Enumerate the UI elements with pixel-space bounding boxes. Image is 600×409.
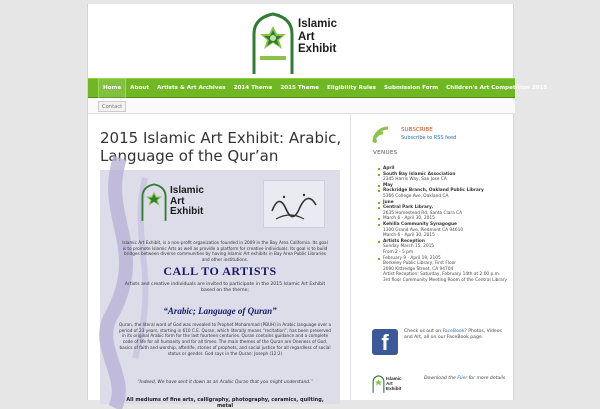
mini-logo-exhibit: Exhibit — [386, 386, 402, 391]
list-item: Rockridge Branch, Oakland Public Library 5366 College Ave, Oakland CA — [378, 188, 512, 199]
nav-eligibility-rules[interactable]: Eligibility Rules — [327, 85, 376, 91]
call-to-artists-poster[interactable] — [100, 170, 340, 409]
logo-line-islamic: Islamic — [298, 18, 337, 30]
site-logo-text — [298, 18, 337, 56]
poster-logo-art: Art — [170, 195, 185, 207]
subscribe-title: SUBSCRIBE — [401, 127, 433, 133]
sub-nav — [88, 99, 515, 114]
mini-logo-islamic: Islamic — [386, 376, 402, 381]
post-title[interactable]: 2015 Islamic Art Exhibit: Arabic, Language of the Qur’an — [100, 129, 342, 165]
nav-childrens-art[interactable]: Children's Art Competition 2015 — [446, 85, 548, 91]
nav-2015-theme[interactable]: 2015 Theme — [280, 85, 320, 91]
poster-logo-text — [170, 186, 204, 218]
poster-theme: “Arabic; Language of Quran” — [163, 306, 277, 316]
nav-about[interactable]: About — [130, 85, 149, 91]
list-item: April — [378, 166, 512, 172]
arabic-calligraphy-image — [263, 180, 325, 228]
mini-logo-art: Art — [386, 381, 393, 386]
poster-media: All mediums of fine arts, calligraphy, photography, ceramics, quilting, metal — [126, 397, 324, 409]
poster-logo-islamic: Islamic — [170, 185, 204, 196]
flyer-link[interactable]: Flier — [457, 376, 468, 381]
poster-quote: “Indeed, We have sent it down as an Arabic Quran that you might understand.” — [137, 380, 313, 385]
logo-line-art: Art — [298, 30, 315, 43]
sidebar — [352, 114, 515, 400]
flyer-text-after: for more details — [467, 376, 506, 381]
list-item: Artists Reception Sunday March 15, 2015 From 2 - 5 pm — [378, 239, 512, 256]
fb-text-before: Check us out on — [404, 329, 443, 334]
mini-logo-text — [386, 376, 402, 391]
list-item: Central Park Library, 2635 Homestead Rd, Santa Clara CA — [378, 205, 512, 216]
flyer-logo[interactable] — [372, 374, 408, 400]
list-item: March 6 - April 30, 2015 — [378, 216, 512, 222]
nav-artists-archives[interactable]: Artists & Art Archives — [157, 85, 226, 91]
flyer-text-before: Download the — [424, 376, 458, 381]
rss-feed-icon[interactable] — [372, 126, 392, 144]
subnav-contact[interactable]: Contact — [98, 101, 126, 112]
subscribe-rss-link[interactable]: Subscribe to RSS feed — [401, 135, 457, 141]
list-item: June — [378, 200, 512, 206]
site-logo[interactable] — [250, 12, 360, 78]
fb-text-after: ? Photos, Videos and Art, all on our FaceBook page. — [404, 329, 502, 341]
poster-logo-exhibit: Exhibit — [170, 206, 204, 217]
facebook-icon[interactable]: f — [372, 329, 398, 355]
page-wrapper — [87, 4, 548, 409]
poster-logo — [140, 180, 212, 232]
logo-line-exhibit: Exhibit — [298, 43, 337, 55]
poster-star-dome-icon — [140, 180, 168, 224]
nav-2014-theme[interactable]: 2014 Theme — [233, 85, 273, 91]
nav-home[interactable]: Home — [98, 78, 126, 98]
list-item: South Bay Islamic Association 2345 Harris Way, San Jose CA — [378, 172, 512, 183]
main-content — [88, 114, 351, 409]
poster-body: Quran, the literal word of God was revealed to Prophet Mohammad (PBUH) in Arabic language over a period of 23 years, starting in 610 C.E. Quran, which literally means “recitation”, has been preserved in its original Arabic form for the last fourteen centuries. Quran contains guidance and a complete code of life for all humanity and for all times. The main themes of the Quran are Oneness of God, basics of faith and worship, afterlife, stories of prophets, and social justice for all regardless of social status or gender. God says in the Quran: Joseph (12:2) — [118, 322, 332, 356]
nav-submission-form[interactable]: Submission Form — [383, 85, 439, 91]
venues-list — [378, 166, 512, 283]
venues-heading: VENUES — [373, 150, 398, 156]
list-item: Kehilla Community Synagogue 1300 Grand Ave, Piedmont CA 94610 March 6 - April 30, 2015 — [378, 222, 512, 239]
flyer-download — [424, 376, 505, 381]
poster-intro: Islamic Art Exhibit, is a non-profit organization founded in 2009 in the Bay Area California. Its goal is to promote Islamic Arts as well as provide a platform for creative individuals. Its goal is to build bridges between diverse communities by having Islamic Art exhibits in Bay Area Public Libraries and other institutions. — [122, 240, 328, 262]
star-dome-logo-icon — [250, 12, 296, 74]
list-item: February 9 - April 19, 2105 Berkeley Public Library, First Floor 2090 Kittredge Street, CA 94704 Artist Reception: Saturday, February 14th at 2:00 p.m. 3rd floor Community Meeting Room of the Central Library — [378, 256, 512, 284]
poster-invite: Artists and creative individuals are invited to participate in the 2015 Islamic Art Exhibit based on the theme; — [124, 282, 326, 293]
mini-star-dome-icon — [372, 374, 385, 394]
list-item: May — [378, 183, 512, 189]
arabic-script-icon — [264, 181, 324, 227]
main-nav — [88, 78, 548, 98]
facebook-promo — [404, 329, 509, 342]
facebook-link[interactable]: FaceBook — [442, 329, 465, 334]
site-header — [88, 4, 513, 78]
poster-call-heading: CALL TO ARTISTS — [163, 264, 277, 278]
